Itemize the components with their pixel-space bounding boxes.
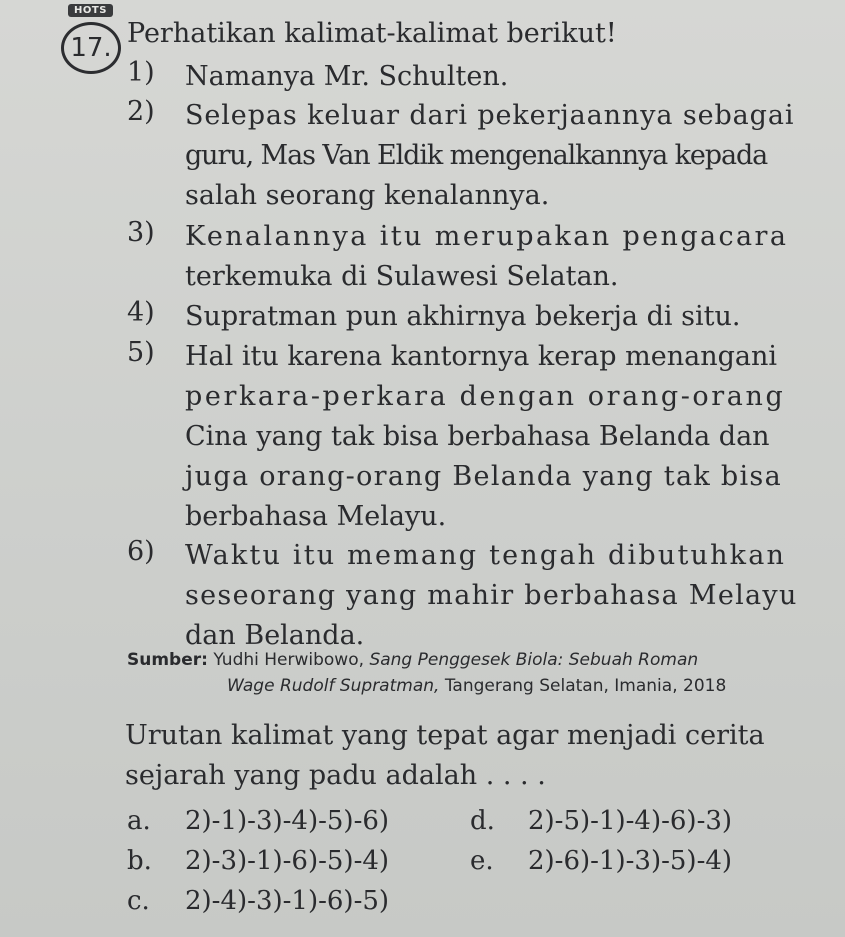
option-letter: c. [127,886,150,916]
sentence-line: Kenalannya itu merupakan pengacara [185,221,789,252]
option-text: 2)-4)-3)-1)-6)-5) [185,886,390,916]
option-b[interactable] [127,846,389,876]
question-line: Urutan kalimat yang tepat agar menjadi cerita [125,720,765,751]
sentence-line: berbahasa Melayu. [185,501,447,532]
sentence-number: 1) [127,57,155,88]
sentence-line: guru, Mas Van Eldik mengenalkannya kepada [185,140,768,171]
option-e[interactable] [470,846,732,876]
source-citation [127,647,726,699]
source-label: Sumber: [127,650,208,670]
option-letter: b. [127,846,152,876]
sentence-number: 2) [127,96,155,127]
sentence-line: Hal itu karena kantornya kerap menangani [185,341,777,372]
option-text: 2)-6)-1)-3)-5)-4) [528,846,733,876]
option-c[interactable] [127,886,389,916]
sentence-line: Cina yang tak bisa berbahasa Belanda dan [185,421,770,452]
sentence-line: salah seorang kenalannya. [185,180,550,211]
question-stem [125,716,765,796]
sentence-line: Supratman pun akhirnya bekerja di situ. [185,301,741,332]
sentence-line: dan Belanda. [185,620,365,651]
hots-badge: HOTS [68,4,113,17]
sentence-line: perkara-perkara dengan orang-orang [185,381,786,412]
source-title-cont: Wage Rudolf Supratman, [227,676,440,696]
option-a[interactable] [127,806,389,836]
question-line: sejarah yang padu adalah . . . . [125,760,546,791]
question-number: 17. [61,22,121,74]
sentence-number: 4) [127,297,155,328]
option-text: 2)-5)-1)-4)-6)-3) [528,806,733,836]
source-title: Sang Penggesek Biola: Sebuah Roman [369,650,699,670]
sentence-line: terkemuka di Sulawesi Selatan. [185,261,619,292]
question-intro: Perhatikan kalimat-kalimat berikut! [127,18,617,49]
option-text: 2)-1)-3)-4)-5)-6) [185,806,390,836]
option-letter: e. [470,846,494,876]
sentence-number: 5) [127,337,155,368]
sentence-line: Selepas keluar dari pekerjaannya sebagai [185,100,795,131]
sentence-line: juga orang-orang Belanda yang tak bisa [185,461,782,492]
option-d[interactable] [470,806,732,836]
source-publisher: Tangerang Selatan, Imania, 2018 [444,676,727,696]
option-text: 2)-3)-1)-6)-5)-4) [185,846,390,876]
option-letter: d. [470,806,495,836]
sentence-line: seseorang yang mahir berbahasa Melayu [185,580,798,611]
sentence-line: Namanya Mr. Schulten. [185,61,509,92]
sentence-line: Waktu itu memang tengah dibutuhkan [185,540,787,571]
option-letter: a. [127,806,151,836]
source-author: Yudhi Herwibowo, [213,650,365,670]
sentence-number: 6) [127,536,155,567]
sentence-number: 3) [127,217,155,248]
